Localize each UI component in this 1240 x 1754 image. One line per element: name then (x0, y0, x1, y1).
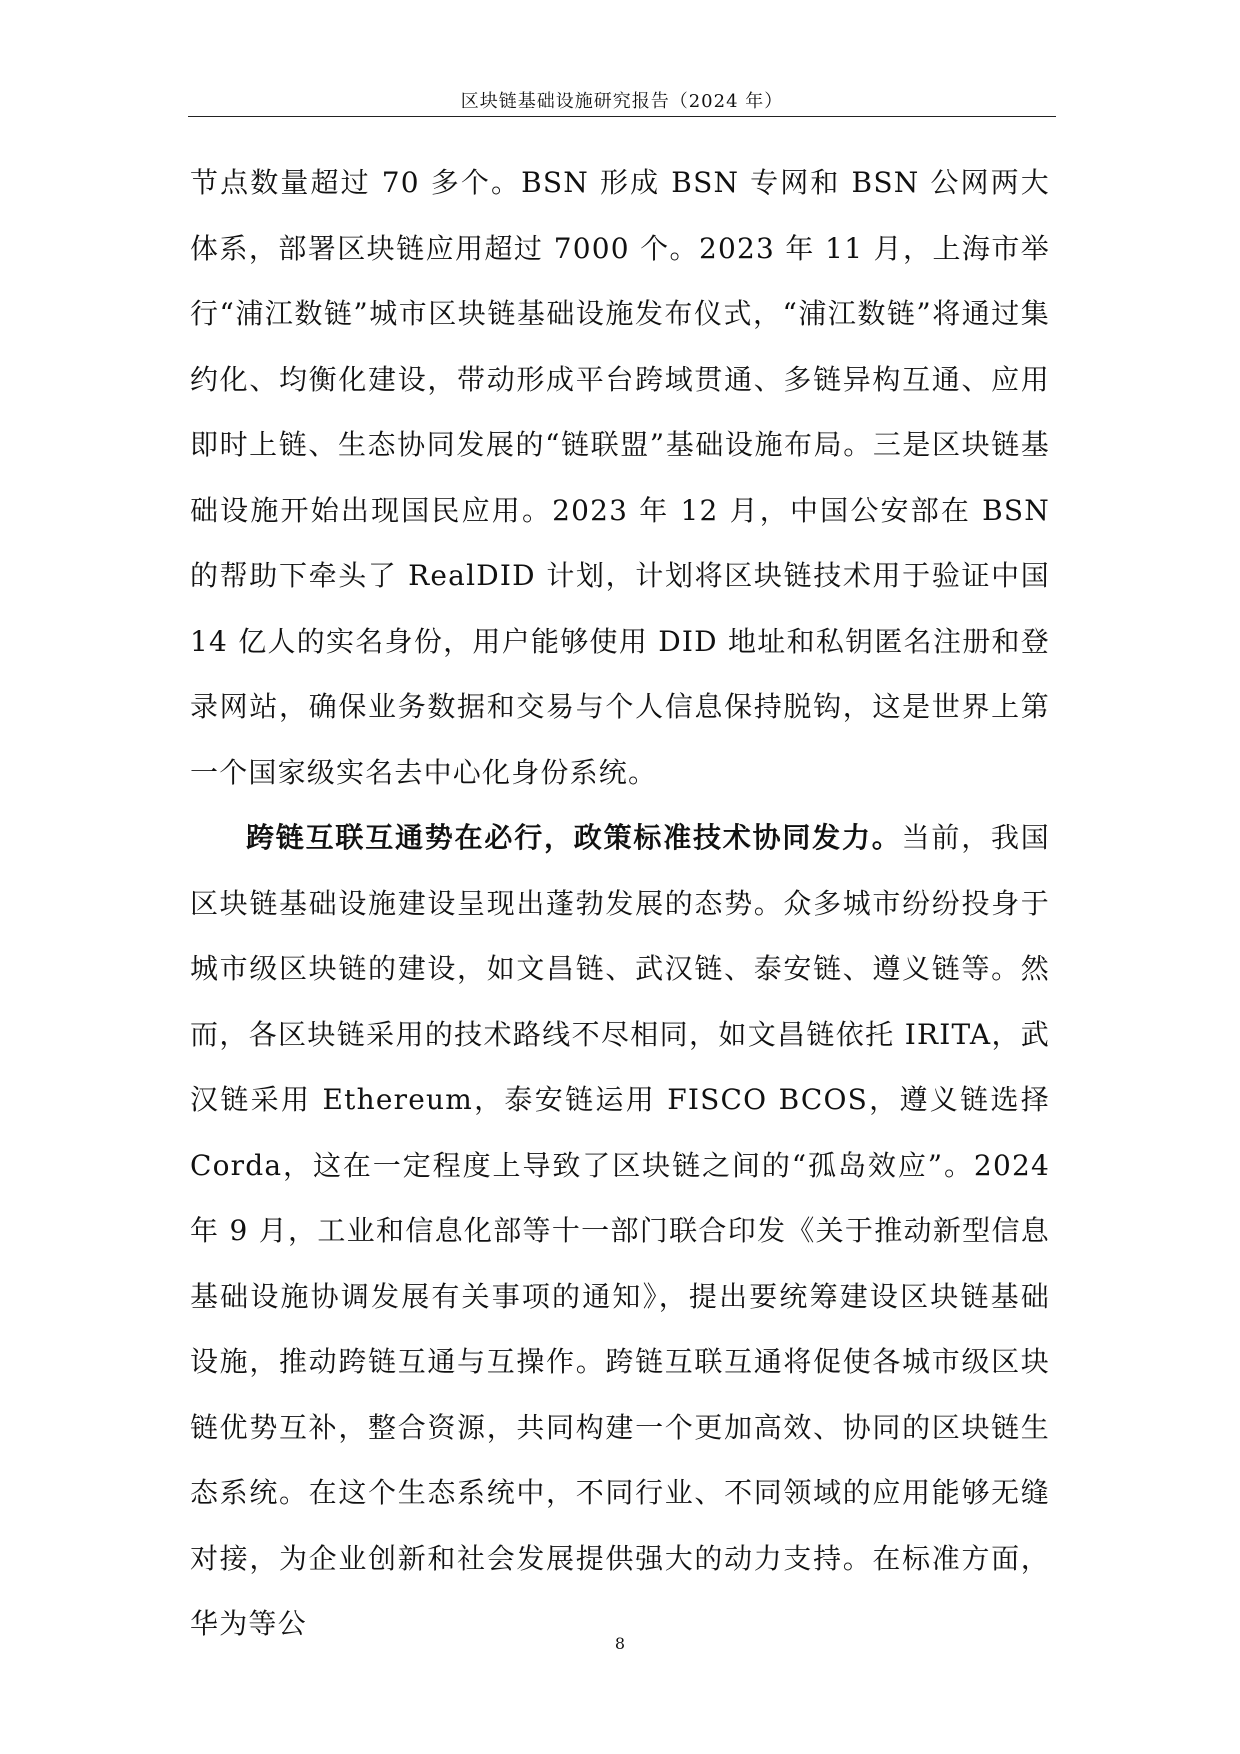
running-header: 区块链基础设施研究报告（2024 年） (460, 91, 784, 112)
body-text (190, 150, 1050, 1657)
paragraph-2-lead: 跨链互联互通势在必行，政策标准技术协同发力。 (246, 821, 902, 854)
paragraph-2 (190, 805, 1050, 1657)
paragraph-1 (190, 150, 1050, 805)
paragraph-2-text: 当前，我国区块链基础设施建设呈现出蓬勃发展的态势。众多城市纷纷投身于城市级区块链的建设，如文昌链、武汉链、泰安链、遵义链等。然而，各区块链采用的技术路线不尽相同，如文昌链依托 IRITA，武汉链采用 Ethereum，泰安链运用 FISCO BCOS，遵义链选择 Corda，这在一定程度上导致了区块链之间的“孤岛效应”。2024 年 9 月，工业和信息化部等十一部门联合印发《关于推动新型信息基础设施协调发展有关事项的通知》，提出要统筹建设区块链基础设施，推动跨链互通与互操作。跨链互联互通将促使各城市级区块链优势互补，整合资源，共同构建一个更加高效、协同的区块链生态系统。在这个生态系统中，不同行业、不同领域的应用能够无缝对接，为企业创新和社会发展提供强大的动力支持。在标准方面，华为等公 (190, 821, 1050, 1640)
paragraph-1-text: 节点数量超过 70 多个。BSN 形成 BSN 专网和 BSN 公网两大体系，部署区块链应用超过 7000 个。2023 年 11 月，上海市举行“浦江数链”城市区块链基础设施发布仪式，“浦江数链”将通过集约化、均衡化建设，带动形成平台跨域贯通、多链异构互通、应用即时上链、生态协同发展的“链联盟”基础设施布局。三是区块链基础设施开始出现国民应用。2023 年 12 月，中国公安部在 BSN 的帮助下牵头了 RealDID 计划，计划将区块链技术用于验证中国 14 亿人的实名身份，用户能够使用 DID 地址和私钥匿名注册和登录网站，确保业务数据和交易与个人信息保持脱钩，这是世界上第一个国家级实名去中心化身份系统。 (190, 166, 1050, 789)
header-rule (188, 116, 1056, 117)
page-number: 8 (614, 1634, 626, 1653)
